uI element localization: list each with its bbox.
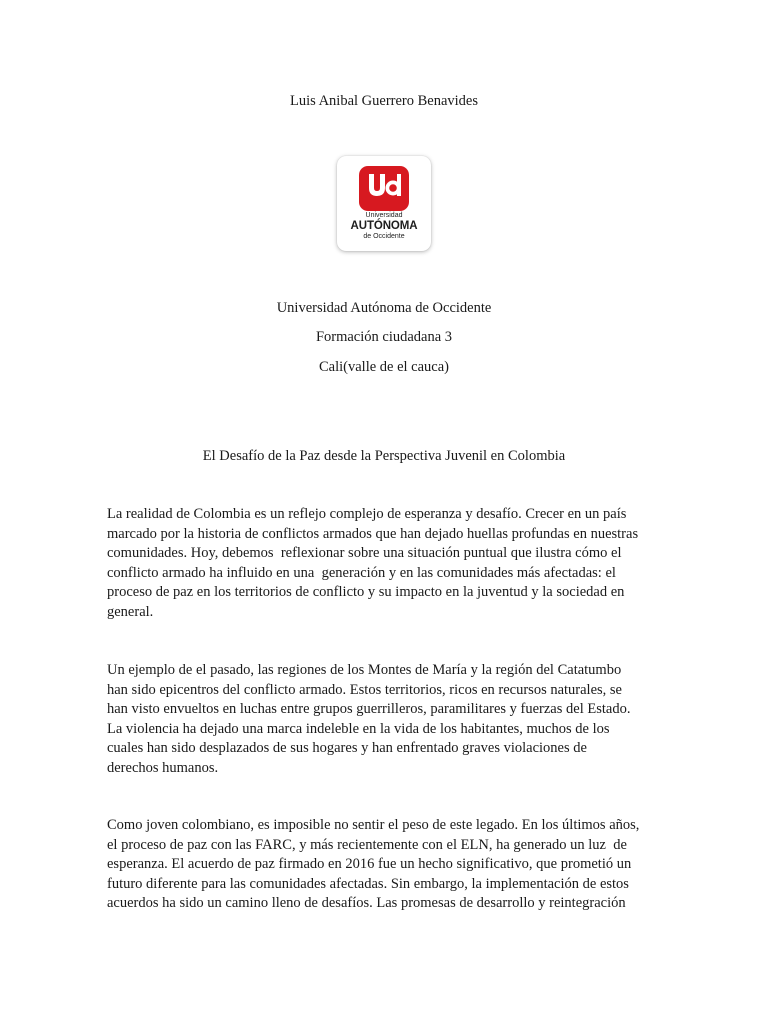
essay-title: El Desafío de la Paz desde la Perspectiva Juvenil en Colombia	[202, 448, 566, 464]
paragraph-2	[107, 661, 667, 778]
paragraph-line: han visto envueltos en luchas entre grupos guerrilleros, paramilitares y fuerzas del Estado.	[107, 701, 631, 717]
paragraph-line: cuales han sido desplazados de sus hogares y han enfrentado graves violaciones de	[107, 740, 587, 756]
paragraph-line: han sido epicentros del conflicto armado. Estos territorios, ricos en recursos naturales, se	[107, 681, 622, 698]
paragraph-1	[107, 505, 667, 622]
institution-name: Universidad Autónoma de Occidente	[276, 300, 492, 316]
location: Cali(valle de el cauca)	[318, 359, 450, 375]
paragraph-line: Como joven colombiano, es imposible no sentir el peso de este legado. En los últimos años,	[107, 817, 640, 833]
logo-text-autonoma: AUTÓNOMA	[350, 220, 418, 232]
author-name: Luis Anibal Guerrero Benavides	[289, 93, 479, 109]
paragraph-line: esperanza. El acuerdo de paz firmado en 2016 fue un hecho significativo, que prometió un	[107, 856, 632, 872]
paragraph-line: conflicto armado ha influido en una generación y en las comunidades más afectadas: el	[107, 564, 616, 581]
paragraph-line: comunidades. Hoy, debemos reflexionar sobre una situación puntual que ilustra cómo el	[107, 545, 622, 561]
paragraph-line: La violencia ha dejado una marca indeleble en la vida de los habitantes, muchos de los	[107, 720, 610, 737]
university-logo-mark-icon	[359, 166, 409, 211]
university-logo	[337, 156, 431, 251]
paragraph-3	[107, 816, 667, 914]
paragraph-line: La realidad de Colombia es un reflejo complejo de esperanza y desafío. Crecer en un país	[107, 506, 627, 522]
logo-text-universidad: Universidad	[365, 212, 403, 219]
paragraph-line: proceso de paz en los territorios de conflicto y su impacto en la juventud y la sociedad en	[107, 584, 625, 600]
paragraph-line: derechos humanos.	[107, 759, 219, 776]
paragraph-line: futuro diferente para las comunidades afectadas. Sin embargo, la implementación de estos	[107, 875, 629, 892]
paragraph-line: el proceso de paz con las FARC, y más recientemente con el ELN, ha generado un luz de	[107, 836, 627, 853]
paragraph-line: Un ejemplo de el pasado, las regiones de los Montes de María y la región del Catatumbo	[107, 662, 622, 678]
paragraph-line: general.	[107, 603, 154, 620]
paragraph-line: marcado por la historia de conflictos armados que han dejado huellas profundas en nuestras	[107, 525, 639, 542]
paragraph-line: acuerdos ha sido un camino lleno de desafíos. Las promesas de desarrollo y reintegración	[107, 895, 626, 911]
course-name: Formación ciudadana 3	[315, 329, 453, 345]
logo-text-occidente: de Occidente	[363, 233, 405, 240]
